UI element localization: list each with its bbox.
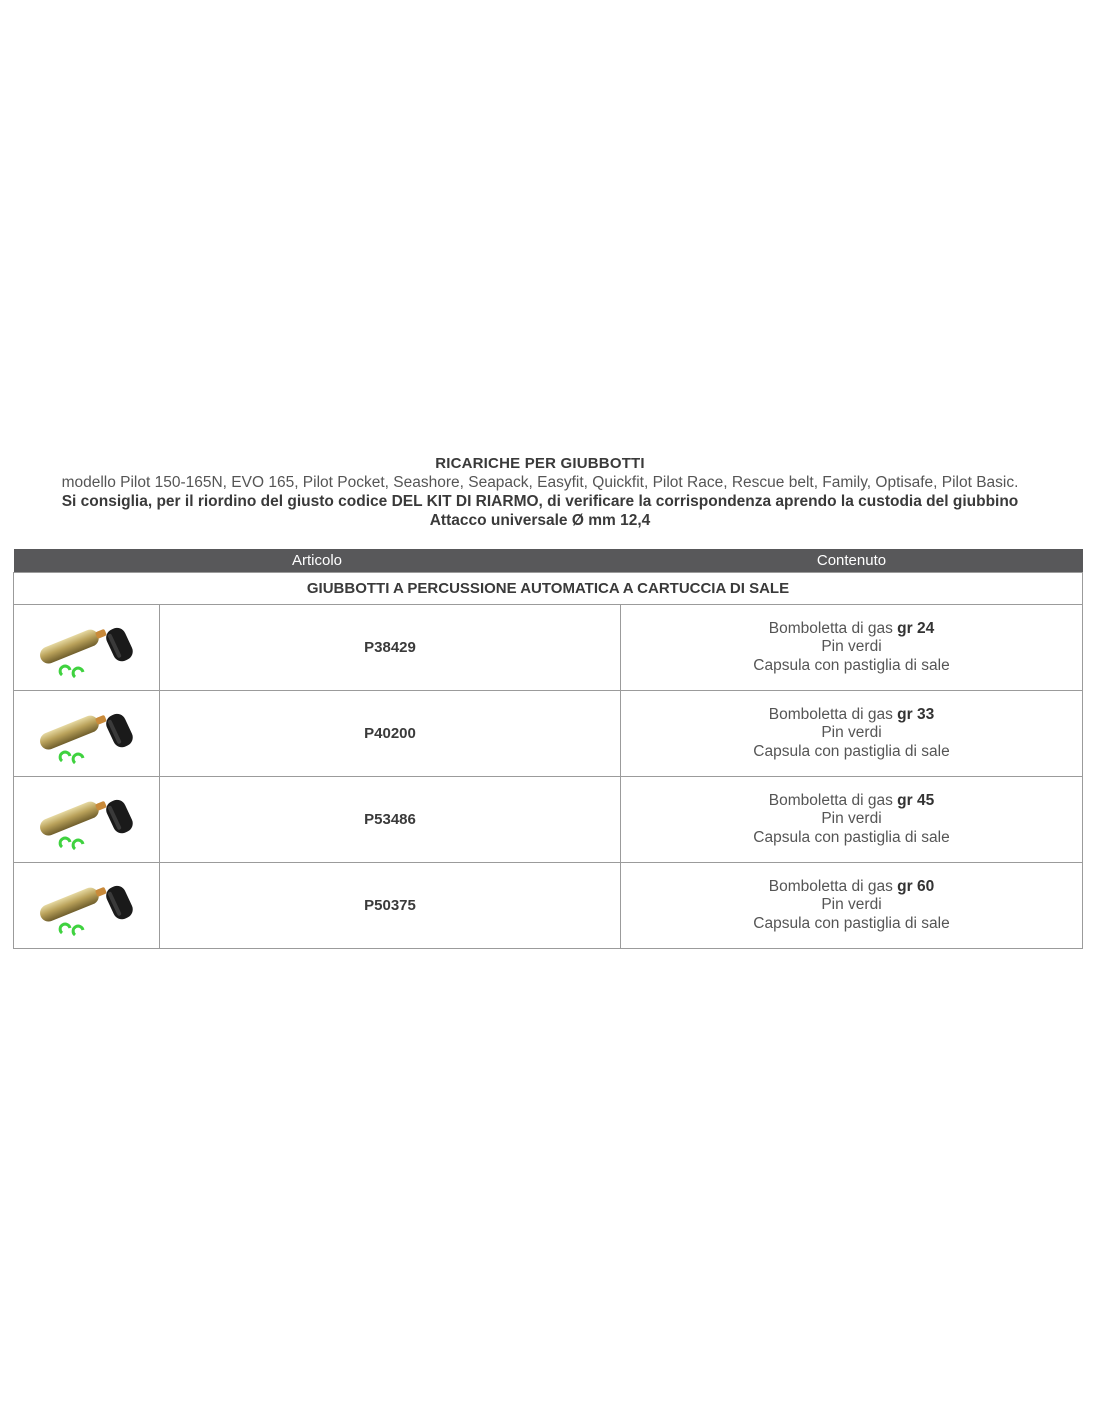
capsule-line: Capsula con pastiglia di sale [753, 914, 950, 932]
contents-cell [621, 777, 1083, 863]
column-header-contenuto: Contenuto [621, 549, 1083, 573]
recharge-table [13, 549, 1082, 949]
article-code: P40200 [160, 691, 621, 777]
attachment-spec: Attacco universale Ø mm 12,4 [429, 512, 651, 529]
recharge-kit-image [32, 613, 142, 683]
gas-label: Bomboletta di gas [768, 619, 898, 637]
contents-cell [621, 691, 1083, 777]
contents-cell [621, 863, 1083, 949]
table-header-row [14, 549, 1083, 573]
capsule-line: Capsula con pastiglia di sale [753, 828, 950, 846]
page-title: RICARICHE PER GIUBBOTTI [435, 455, 645, 472]
column-header-articolo: Articolo [14, 549, 621, 573]
contents-cell [621, 605, 1083, 691]
page-heading [0, 454, 1080, 530]
recharge-kit-image [32, 699, 142, 769]
pin-line: Pin verdi [821, 724, 882, 742]
gas-weight: gr 24 [897, 619, 935, 637]
gas-label: Bomboletta di gas [768, 791, 898, 809]
product-image-cell [14, 777, 160, 863]
article-code: P50375 [160, 863, 621, 949]
article-code: P38429 [160, 605, 621, 691]
product-image-cell [14, 605, 160, 691]
gas-weight: gr 60 [897, 877, 935, 895]
gas-weight: gr 33 [897, 705, 935, 723]
capsule-line: Capsula con pastiglia di sale [753, 656, 950, 674]
section-row [14, 573, 1083, 605]
compatible-models: modello Pilot 150-165N, EVO 165, Pilot Pocket, Seashore, Seapack, Easyfit, Quickfit, Pilot Race, Rescue belt, Family, Optisafe, Pilot Basic. [61, 474, 1019, 491]
section-title: GIUBBOTTI A PERCUSSIONE AUTOMATICA A CARTUCCIA DI SALE [14, 573, 1083, 605]
article-code: P53486 [160, 777, 621, 863]
table-row [14, 605, 1083, 691]
table-row [14, 863, 1083, 949]
table-row [14, 777, 1083, 863]
capsule-line: Capsula con pastiglia di sale [753, 742, 950, 760]
gas-label: Bomboletta di gas [768, 877, 898, 895]
pin-line: Pin verdi [821, 638, 882, 656]
table-row [14, 691, 1083, 777]
reorder-advice: Si consiglia, per il riordino del giusto codice DEL KIT DI RIARMO, di verificare la corrispondenza aprendo la custodia del giubbino [61, 493, 1019, 510]
gas-label: Bomboletta di gas [768, 705, 898, 723]
product-image-cell [14, 863, 160, 949]
pin-line: Pin verdi [821, 810, 882, 828]
recharge-kit-image [32, 785, 142, 855]
gas-weight: gr 45 [897, 791, 935, 809]
pin-line: Pin verdi [821, 896, 882, 914]
product-image-cell [14, 691, 160, 777]
recharge-kit-image [32, 871, 142, 941]
